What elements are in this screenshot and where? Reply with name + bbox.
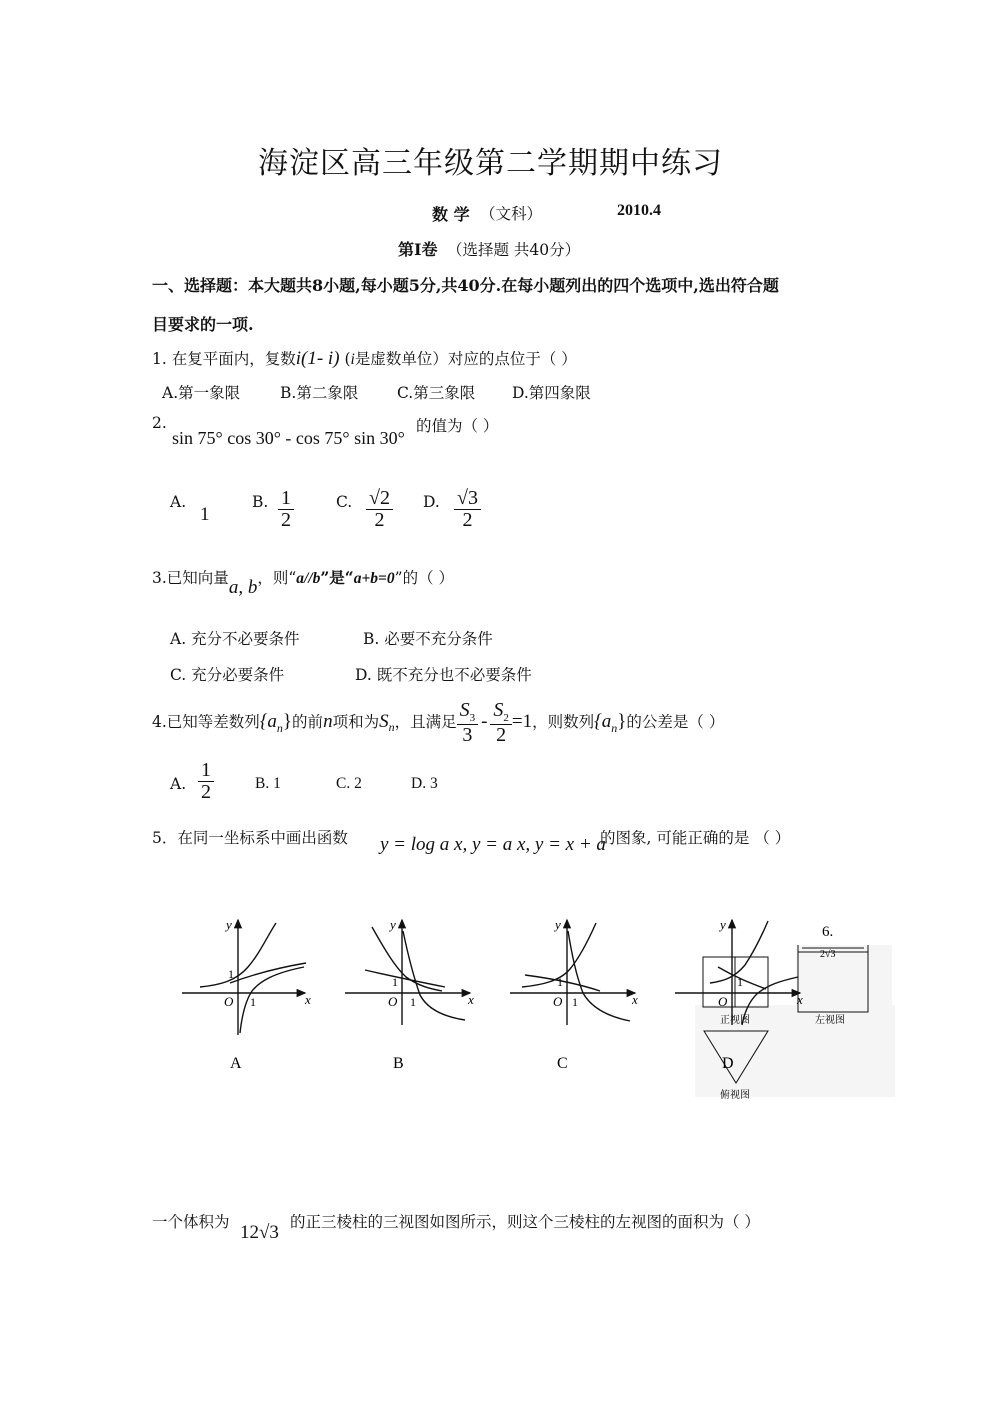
graph-b xyxy=(345,920,470,1025)
section-heading-line1: 一、选择题：本大题共8小题,每小题5分,共40分.在每小题列出的四个选项中,选出符合题 xyxy=(152,276,779,295)
graph-a-x-label: x xyxy=(305,992,311,1007)
q2-suffix: 的值为（ ） xyxy=(416,417,499,435)
graph-b-label: B xyxy=(393,1055,404,1072)
graph-c-x-label: x xyxy=(632,992,638,1007)
graph-c-label: C xyxy=(557,1055,568,1072)
subject-note: （文科） xyxy=(480,205,543,223)
q3-text-d: ”的（ ） xyxy=(394,569,454,587)
q4-seq-sub: n xyxy=(276,720,283,735)
q4-s-var: S xyxy=(379,711,389,732)
q4-option-b: B. 1 xyxy=(255,775,281,792)
graph-c xyxy=(510,920,635,1025)
q5-expr: y = log a x, y = a x, y = x + a xyxy=(380,834,606,855)
q4-text-e: ，则数列 xyxy=(532,713,595,731)
q4-number: 4. xyxy=(152,713,167,731)
q4-fraction-2 xyxy=(490,700,512,747)
q3-text-c: ”是“ xyxy=(320,568,354,587)
q4-text-b: 的前 xyxy=(292,713,324,731)
q1-expr: i(1- i) xyxy=(295,348,340,369)
graph-a-origin: O xyxy=(224,994,234,1009)
q3-number: 3. xyxy=(152,569,167,587)
q4-fraction-1 xyxy=(457,700,479,747)
q2-option-c-numerator: √2 xyxy=(366,488,393,510)
question-4 xyxy=(152,697,724,753)
q1-option-c: C.第三象限 xyxy=(397,384,476,402)
q4-minus: - xyxy=(481,711,488,732)
left-view-label: 左视图 xyxy=(815,1015,845,1026)
q4-seq xyxy=(259,711,293,735)
graph-d-origin: O xyxy=(718,994,728,1009)
q1-i-var: i xyxy=(350,351,355,368)
q3-cond1: a//b xyxy=(296,570,321,587)
q1-option-b: B.第二象限 xyxy=(280,384,359,402)
q3-vars: a, b xyxy=(228,577,258,598)
front-view-label: 正视图 xyxy=(720,1015,750,1026)
graph-a-label: A xyxy=(230,1055,242,1072)
section-heading-line2: 目要求的一项. xyxy=(152,315,254,334)
q4-f2-den: 2 xyxy=(496,724,507,747)
graph-b-exp-curve xyxy=(372,927,442,991)
graph-b-line xyxy=(365,970,445,987)
q4-f1-num: S xyxy=(459,698,470,721)
graph-b-one-y: 1 xyxy=(392,975,398,989)
q4-f1-den: 3 xyxy=(462,724,473,747)
q5-text-a: 在同一坐标系中画出函数 xyxy=(177,829,348,847)
q4-seq2-open: {a xyxy=(594,711,612,732)
q4-f1-num-sub: 3 xyxy=(469,711,476,724)
q2-option-d-label: D. xyxy=(423,493,440,511)
q1-number: 1. xyxy=(152,350,167,368)
q4-f2-num-sub: 2 xyxy=(503,711,509,724)
q4-option-a-numerator: 1 xyxy=(198,760,214,782)
q5-graphs xyxy=(170,905,930,1110)
figure-backdrop-2 xyxy=(796,945,892,1015)
volume-note: （选择题 共40分） xyxy=(447,241,581,259)
q6-text-a: 一个体积为 xyxy=(152,1213,230,1231)
q3-text-a: 已知向量 xyxy=(166,569,229,587)
q2-option-a-value: 1 xyxy=(200,504,210,525)
q2-option-d-numerator: √3 xyxy=(454,488,481,510)
q5-number: 5． xyxy=(152,829,178,847)
subject-label: 数 学 xyxy=(432,205,470,224)
q2-option-b-fraction xyxy=(278,488,294,531)
q4-text-a: 已知等差数列 xyxy=(166,713,260,731)
q4-f2-num: S xyxy=(493,698,504,721)
q4-seq2-sub: n xyxy=(611,720,618,735)
q1-option-d: D.第四象限 xyxy=(512,384,591,402)
graph-d-one: 1 xyxy=(737,975,743,989)
top-view-label: 俯视图 xyxy=(720,1090,750,1101)
graph-b-x-label: x xyxy=(468,992,474,1007)
q4-text-d: ，且满足 xyxy=(394,713,457,731)
q5-intro xyxy=(152,826,348,848)
graph-b-origin: O xyxy=(388,994,398,1009)
graph-d-label: D xyxy=(722,1055,734,1072)
q3-text-b: ，则“ xyxy=(257,569,297,587)
q6-dim-label: 2√3 xyxy=(820,949,836,960)
graph-c-one-y: 1 xyxy=(557,975,563,989)
q4-s-sub: n xyxy=(388,720,395,735)
volume-title: 第Ⅰ卷 xyxy=(398,240,438,259)
q2-number: 2. xyxy=(152,414,167,432)
q1-text-a: 在复平面内，复数 xyxy=(171,350,296,368)
q3-cond2: a+b=0 xyxy=(353,570,395,587)
q4-text-f: 的公差是（ ） xyxy=(626,713,725,731)
q2-expr: sin 75° cos 30° - cos 75° sin 30° xyxy=(172,428,405,448)
q4-n-var: n xyxy=(323,711,333,732)
q3-option-d: D. 既不充分也不必要条件 xyxy=(355,666,532,684)
q6-volume: 12√3 xyxy=(240,1222,279,1243)
q4-seq-close: } xyxy=(282,711,293,732)
exam-date: 2010.4 xyxy=(617,202,661,219)
q4-option-a-fraction xyxy=(198,760,214,803)
graph-d-x-label: x xyxy=(797,992,803,1007)
graph-a xyxy=(182,920,306,1035)
q4-seq2-close: } xyxy=(617,711,627,732)
graph-b-y-label: y xyxy=(390,917,396,932)
q5-text-b: 的图象, 可能正确的是 （ ） xyxy=(600,829,791,847)
graph-c-one-x: 1 xyxy=(572,995,578,1009)
graph-b-one-x: 1 xyxy=(410,995,416,1009)
q2-option-b-numerator: 1 xyxy=(278,488,294,510)
q2-option-c-denominator: 2 xyxy=(374,509,385,531)
question-3 xyxy=(152,566,454,598)
q2-option-c-label: C. xyxy=(336,493,353,511)
q4-eq: =1 xyxy=(511,711,533,732)
question-1 xyxy=(152,347,577,370)
graph-c-origin: O xyxy=(553,994,563,1009)
q4-option-c: C. 2 xyxy=(336,775,362,792)
q2-option-a-label: A. xyxy=(170,493,187,511)
page-title: 海淀区高三年级第二学期期中练习 xyxy=(258,146,723,181)
graph-a-y-label: y xyxy=(226,917,232,932)
q3-option-c: C. 充分必要条件 xyxy=(170,666,285,684)
q4-seq-open: {a xyxy=(259,711,277,732)
q4-text-c: 项和为 xyxy=(332,713,380,731)
q4-option-a-denominator: 2 xyxy=(201,781,211,803)
q2-option-d-fraction xyxy=(454,488,481,531)
graph-a-one-x: 1 xyxy=(250,995,256,1009)
q2-option-c-fraction xyxy=(366,488,393,531)
q2-option-b-label: B. xyxy=(252,493,269,511)
q4-option-d: D. 3 xyxy=(411,775,438,792)
q1-text-b: ( xyxy=(344,350,351,368)
graph-a-one-y: 1 xyxy=(228,967,234,981)
graph-c-y-label: y xyxy=(555,917,561,932)
q3-option-a: A. 充分不必要条件 xyxy=(170,630,300,648)
q4-option-a-label: A. xyxy=(170,775,187,793)
q2-option-b-denominator: 2 xyxy=(281,509,291,531)
q6-number: 6. xyxy=(822,924,834,940)
q1-text-c: 是虚数单位）对应的点位于（ ） xyxy=(354,350,577,368)
q1-option-a: A.第一象限 xyxy=(162,384,241,402)
q3-option-b: B. 必要不充分条件 xyxy=(363,630,493,648)
q4-seq-2 xyxy=(594,711,627,735)
q2-option-d-denominator: 2 xyxy=(462,509,473,531)
graph-d-exp-curve xyxy=(710,921,768,983)
graph-d-y-label: y xyxy=(720,917,726,932)
q6-text-b: 的正三棱柱的三视图如图所示，则这个三棱柱的左视图的面积为（ ） xyxy=(290,1213,760,1231)
